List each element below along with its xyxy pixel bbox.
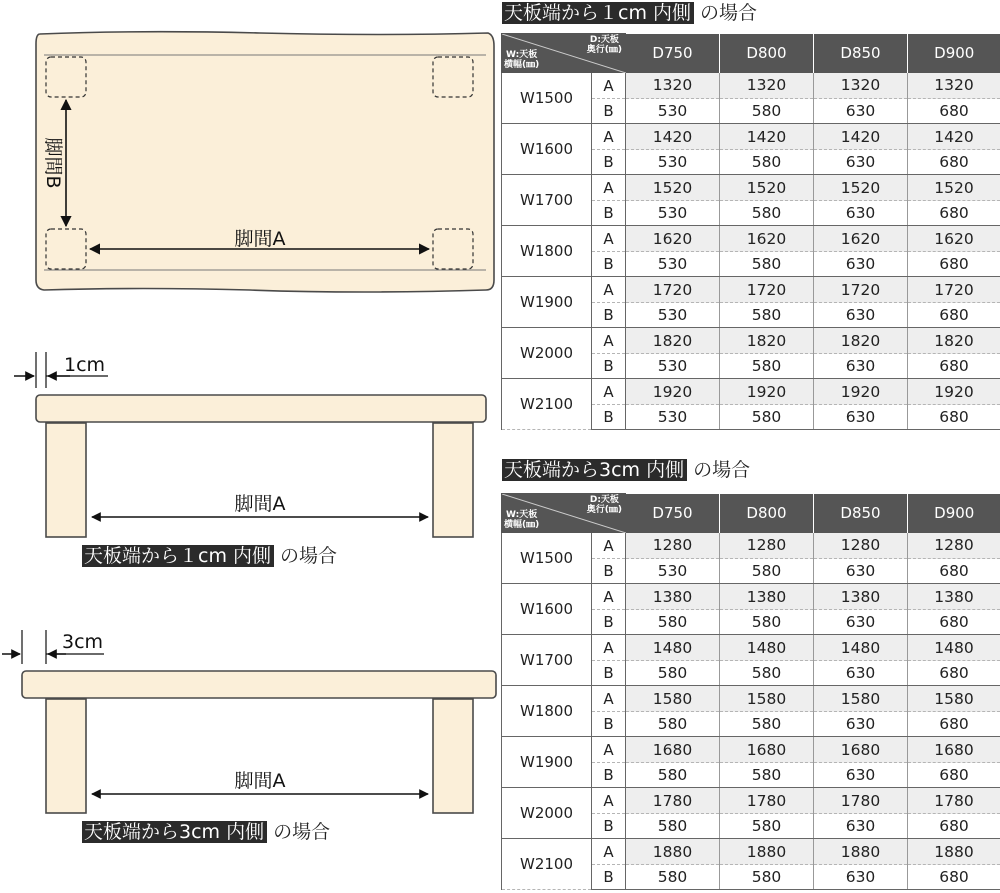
value-cell-a: 1520 (908, 175, 1000, 201)
value-cell-a: 1380 (908, 584, 1000, 610)
depth-header: D850 (814, 494, 908, 533)
header-row (502, 34, 1000, 73)
table-row-a (502, 635, 1000, 661)
row-label-b: B (592, 814, 626, 839)
value-cell-a: 1920 (908, 379, 1000, 405)
value-cell-a: 1280 (908, 533, 1000, 559)
table-row-a (502, 788, 1000, 814)
value-cell-b: 680 (908, 865, 1000, 890)
value-cell-b: 630 (814, 303, 908, 328)
value-cell-a: 1280 (720, 533, 814, 559)
width-cell: W1600 (502, 124, 592, 175)
value-cell-b: 680 (908, 405, 1000, 430)
value-cell-b: 630 (814, 99, 908, 124)
value-cell-b: 580 (720, 814, 814, 839)
tabletop-top-view (36, 32, 494, 292)
width-cell: W1800 (502, 686, 592, 737)
table-row-a (502, 277, 1000, 303)
leg-left-3cm (46, 699, 86, 813)
width-cell: W1800 (502, 226, 592, 277)
value-cell-a: 1780 (814, 788, 908, 814)
value-cell-a: 1320 (908, 73, 1000, 99)
width-cell: W2100 (502, 839, 592, 890)
value-cell-b: 580 (720, 303, 814, 328)
width-cell: W1500 (502, 533, 592, 584)
value-cell-b: 680 (908, 559, 1000, 584)
row-label-b: B (592, 99, 626, 124)
value-cell-b: 680 (908, 150, 1000, 175)
value-cell-b: 630 (814, 405, 908, 430)
value-cell-a: 1920 (626, 379, 720, 405)
value-cell-b: 630 (814, 252, 908, 277)
value-cell-a: 1720 (814, 277, 908, 303)
width-cell: W1500 (502, 73, 592, 124)
value-cell-b: 580 (626, 814, 720, 839)
width-cell: W1900 (502, 277, 592, 328)
value-cell-b: 680 (908, 303, 1000, 328)
value-cell-a: 1820 (908, 328, 1000, 354)
row-label-b: B (592, 252, 626, 277)
value-cell-a: 1820 (814, 328, 908, 354)
value-cell-b: 680 (908, 763, 1000, 788)
caption-3cm (82, 819, 330, 845)
row-label-a: A (592, 737, 626, 763)
value-cell-b: 580 (720, 610, 814, 635)
table-1cm-title-suffix: の場合 (700, 2, 758, 24)
value-cell-b: 530 (626, 150, 720, 175)
value-cell-b: 680 (908, 712, 1000, 737)
tabletop-outline (36, 32, 494, 292)
row-label-a: A (592, 839, 626, 865)
value-cell-a: 1480 (908, 635, 1000, 661)
value-cell-b: 580 (720, 559, 814, 584)
corner-depth-label: D:天板 奥行(㎜) (586, 495, 622, 515)
value-cell-b: 580 (626, 610, 720, 635)
value-cell-a: 1820 (626, 328, 720, 354)
width-cell: W1700 (502, 635, 592, 686)
caption-1cm-suffix: の場合 (280, 545, 338, 567)
leg-a-label-3cm: 脚間A (234, 770, 286, 792)
value-cell-a: 1620 (908, 226, 1000, 252)
table-row-a (502, 124, 1000, 150)
depth-header: D750 (626, 34, 720, 73)
side-view-3cm (2, 630, 496, 813)
value-cell-a: 1420 (626, 124, 720, 150)
value-cell-a: 1880 (720, 839, 814, 865)
value-cell-a: 1620 (720, 226, 814, 252)
value-cell-a: 1920 (720, 379, 814, 405)
value-cell-a: 1480 (814, 635, 908, 661)
value-cell-a: 1680 (720, 737, 814, 763)
value-cell-a: 1720 (720, 277, 814, 303)
depth-header: D850 (814, 34, 908, 73)
value-cell-a: 1380 (626, 584, 720, 610)
value-cell-b: 630 (814, 354, 908, 379)
offset-3cm-label: 3cm (62, 631, 104, 653)
value-cell-a: 1480 (720, 635, 814, 661)
row-label-a: A (592, 73, 626, 99)
value-cell-a: 1820 (720, 328, 814, 354)
row-label-a: A (592, 226, 626, 252)
value-cell-b: 580 (720, 405, 814, 430)
depth-header: D750 (626, 494, 720, 533)
table-row-a (502, 533, 1000, 559)
value-cell-a: 1420 (720, 124, 814, 150)
value-cell-a: 1680 (626, 737, 720, 763)
value-cell-b: 530 (626, 559, 720, 584)
row-label-b: B (592, 559, 626, 584)
value-cell-b: 630 (814, 201, 908, 226)
table-1cm (501, 33, 1000, 430)
table-3cm-title-highlight: 天板端から3cm 内側 (502, 459, 687, 481)
value-cell-b: 630 (814, 763, 908, 788)
row-label-b: B (592, 405, 626, 430)
value-cell-a: 1580 (908, 686, 1000, 712)
value-cell-a: 1480 (626, 635, 720, 661)
value-cell-b: 530 (626, 201, 720, 226)
value-cell-b: 580 (720, 661, 814, 686)
depth-header: D900 (908, 34, 1000, 73)
value-cell-b: 580 (720, 763, 814, 788)
table-row-a (502, 379, 1000, 405)
table-row-a (502, 839, 1000, 865)
value-cell-b: 580 (626, 712, 720, 737)
table-1cm-title-highlight: 天板端から１cm 内側 (502, 2, 694, 24)
value-cell-b: 680 (908, 661, 1000, 686)
tabletop-side-3cm (22, 671, 496, 698)
value-cell-b: 680 (908, 99, 1000, 124)
row-label-b: B (592, 865, 626, 890)
value-cell-b: 530 (626, 99, 720, 124)
row-label-a: A (592, 277, 626, 303)
caption-3cm-suffix: の場合 (273, 821, 331, 843)
side-view-1cm (14, 352, 486, 537)
value-cell-b: 680 (908, 814, 1000, 839)
value-cell-a: 1280 (814, 533, 908, 559)
leg-a-label-1cm: 脚間A (234, 493, 286, 515)
value-cell-b: 680 (908, 354, 1000, 379)
value-cell-a: 1780 (908, 788, 1000, 814)
row-label-b: B (592, 763, 626, 788)
width-cell: W1700 (502, 175, 592, 226)
value-cell-a: 1320 (814, 73, 908, 99)
table-3cm-title (502, 457, 750, 483)
row-label-b: B (592, 610, 626, 635)
leg-right (433, 423, 473, 537)
table-row-a (502, 328, 1000, 354)
value-cell-b: 530 (626, 405, 720, 430)
value-cell-a: 1880 (626, 839, 720, 865)
value-cell-a: 1580 (626, 686, 720, 712)
value-cell-a: 1720 (908, 277, 1000, 303)
caption-1cm-highlight: 天板端から１cm 内側 (82, 545, 274, 567)
value-cell-b: 630 (814, 712, 908, 737)
value-cell-b: 630 (814, 661, 908, 686)
leg-b-label: 脚間B (42, 137, 64, 189)
value-cell-a: 1620 (626, 226, 720, 252)
corner-header-cell (502, 494, 626, 533)
table-row-a (502, 686, 1000, 712)
depth-header: D800 (720, 494, 814, 533)
table-row-a (502, 73, 1000, 99)
value-cell-b: 630 (814, 814, 908, 839)
width-cell: W2100 (502, 379, 592, 430)
value-cell-a: 1520 (626, 175, 720, 201)
width-cell: W2000 (502, 328, 592, 379)
value-cell-a: 1380 (814, 584, 908, 610)
value-cell-b: 580 (720, 99, 814, 124)
leg-left (46, 423, 86, 537)
row-label-b: B (592, 150, 626, 175)
table-row-a (502, 737, 1000, 763)
table-row-a (502, 175, 1000, 201)
value-cell-b: 580 (720, 865, 814, 890)
value-cell-b: 580 (720, 252, 814, 277)
value-cell-b: 680 (908, 201, 1000, 226)
value-cell-a: 1420 (814, 124, 908, 150)
value-cell-b: 530 (626, 252, 720, 277)
table-1cm-title (502, 0, 757, 26)
value-cell-b: 630 (814, 559, 908, 584)
value-cell-a: 1320 (720, 73, 814, 99)
corner-width-label: W:天板 横幅(㎜) (504, 510, 540, 530)
table-3cm (501, 493, 1000, 890)
table-3cm-title-suffix: の場合 (693, 459, 751, 481)
row-label-a: A (592, 533, 626, 559)
corner-width-label: W:天板 横幅(㎜) (504, 50, 540, 70)
leg-right-3cm (433, 699, 473, 813)
row-label-a: A (592, 686, 626, 712)
row-label-a: A (592, 635, 626, 661)
row-label-b: B (592, 303, 626, 328)
value-cell-b: 680 (908, 610, 1000, 635)
value-cell-a: 1420 (908, 124, 1000, 150)
header-row (502, 494, 1000, 533)
value-cell-b: 630 (814, 865, 908, 890)
value-cell-b: 630 (814, 610, 908, 635)
depth-header: D800 (720, 34, 814, 73)
value-cell-a: 1320 (626, 73, 720, 99)
width-cell: W2000 (502, 788, 592, 839)
value-cell-b: 680 (908, 252, 1000, 277)
value-cell-a: 1920 (814, 379, 908, 405)
row-label-a: A (592, 788, 626, 814)
value-cell-a: 1280 (626, 533, 720, 559)
offset-1cm-label: 1cm (64, 354, 106, 376)
row-label-b: B (592, 712, 626, 737)
row-label-a: A (592, 584, 626, 610)
value-cell-b: 630 (814, 150, 908, 175)
value-cell-b: 580 (720, 354, 814, 379)
row-label-b: B (592, 354, 626, 379)
value-cell-b: 580 (720, 150, 814, 175)
value-cell-b: 580 (720, 712, 814, 737)
value-cell-a: 1620 (814, 226, 908, 252)
row-label-b: B (592, 661, 626, 686)
tabletop-side (36, 395, 486, 422)
value-cell-a: 1880 (814, 839, 908, 865)
value-cell-a: 1580 (814, 686, 908, 712)
value-cell-a: 1680 (814, 737, 908, 763)
value-cell-a: 1720 (626, 277, 720, 303)
value-cell-b: 580 (720, 201, 814, 226)
width-cell: W1600 (502, 584, 592, 635)
value-cell-a: 1520 (720, 175, 814, 201)
caption-1cm (82, 543, 337, 569)
row-label-b: B (592, 201, 626, 226)
caption-3cm-highlight: 天板端から3cm 内側 (82, 821, 267, 843)
value-cell-a: 1680 (908, 737, 1000, 763)
depth-header: D900 (908, 494, 1000, 533)
value-cell-b: 530 (626, 303, 720, 328)
value-cell-a: 1780 (626, 788, 720, 814)
value-cell-a: 1780 (720, 788, 814, 814)
value-cell-a: 1380 (720, 584, 814, 610)
row-label-a: A (592, 379, 626, 405)
value-cell-a: 1880 (908, 839, 1000, 865)
row-label-a: A (592, 124, 626, 150)
leg-a-label-top-view: 脚間A (234, 228, 286, 250)
row-label-a: A (592, 328, 626, 354)
corner-header-cell (502, 34, 626, 73)
width-cell: W1900 (502, 737, 592, 788)
value-cell-b: 580 (626, 763, 720, 788)
corner-depth-label: D:天板 奥行(㎜) (586, 35, 622, 55)
value-cell-b: 580 (626, 661, 720, 686)
value-cell-b: 580 (626, 865, 720, 890)
table-row-a (502, 226, 1000, 252)
value-cell-a: 1520 (814, 175, 908, 201)
value-cell-a: 1580 (720, 686, 814, 712)
table-row-a (502, 584, 1000, 610)
value-cell-b: 530 (626, 354, 720, 379)
row-label-a: A (592, 175, 626, 201)
